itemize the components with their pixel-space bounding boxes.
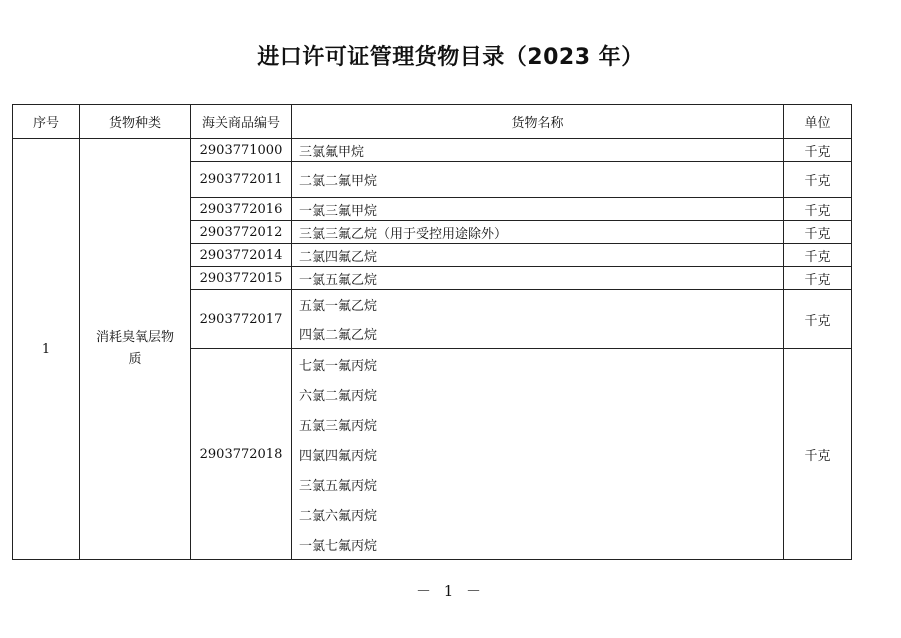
cell-hs-code: 2903772014 (191, 244, 292, 267)
goods-name: 六氯二氟丙烷 (299, 388, 378, 404)
cell-category (80, 139, 191, 560)
cell-unit: 千克 (784, 162, 852, 198)
goods-name: 二氯六氟丙烷 (299, 508, 378, 524)
header-category: 货物种类 (80, 105, 191, 139)
goods-name: 一氯七氟丙烷 (299, 538, 378, 554)
cell-goods-name (292, 162, 784, 198)
cell-hs-code: 2903772011 (191, 162, 292, 198)
table-row (13, 139, 852, 162)
cell-hs-code: 2903772015 (191, 267, 292, 290)
goods-name: 四氯二氟乙烷 (299, 328, 378, 343)
header-hs-code: 海关商品编号 (191, 105, 292, 139)
cell-unit: 千克 (784, 244, 852, 267)
cell-goods-name (292, 267, 784, 290)
cell-hs-code: 2903772018 (191, 349, 292, 560)
header-unit: 单位 (784, 105, 852, 139)
table-header-row (13, 105, 852, 139)
goods-name: 二氯四氟乙烷 (299, 249, 378, 265)
goods-name: 四氯四氟丙烷 (299, 448, 378, 464)
cell-goods-name (292, 349, 784, 560)
goods-name: 三氯三氟乙烷（用于受控用途除外） (299, 226, 508, 242)
cell-unit: 千克 (784, 267, 852, 290)
cell-hs-code: 2903772012 (191, 221, 292, 244)
cell-hs-code: 2903772016 (191, 198, 292, 221)
cell-goods-name (292, 139, 784, 162)
goods-name: 三氯五氟丙烷 (299, 478, 378, 494)
cell-hs-code: 2903772017 (191, 290, 292, 349)
cell-hs-code: 2903771000 (191, 139, 292, 162)
cell-seq: 1 (13, 139, 80, 560)
page-number: － 1 － (415, 582, 486, 600)
category-text: 消耗臭氧层物质 (95, 330, 174, 367)
goods-name: 一氯五氟乙烷 (299, 272, 378, 288)
goods-name: 三氯氟甲烷 (299, 144, 365, 160)
cell-unit: 千克 (784, 290, 852, 349)
header-goods-name: 货物名称 (292, 105, 784, 139)
goods-name: 一氯三氟甲烷 (299, 203, 378, 219)
goods-catalog-table (12, 104, 852, 560)
header-seq: 序号 (13, 105, 80, 139)
cell-goods-name (292, 290, 784, 349)
goods-name: 二氯二氟甲烷 (299, 174, 378, 189)
cell-goods-name (292, 198, 784, 221)
cell-unit: 千克 (784, 221, 852, 244)
cell-unit: 千克 (784, 349, 852, 560)
goods-name: 五氯三氟丙烷 (299, 418, 378, 434)
cell-goods-name (292, 244, 784, 267)
goods-name: 五氯一氟乙烷 (299, 299, 378, 314)
document-title: 进口许可证管理货物目录（2023 年） (257, 45, 644, 70)
cell-goods-name (292, 221, 784, 244)
cell-unit: 千克 (784, 139, 852, 162)
cell-unit: 千克 (784, 198, 852, 221)
goods-name: 七氯一氟丙烷 (299, 358, 378, 374)
